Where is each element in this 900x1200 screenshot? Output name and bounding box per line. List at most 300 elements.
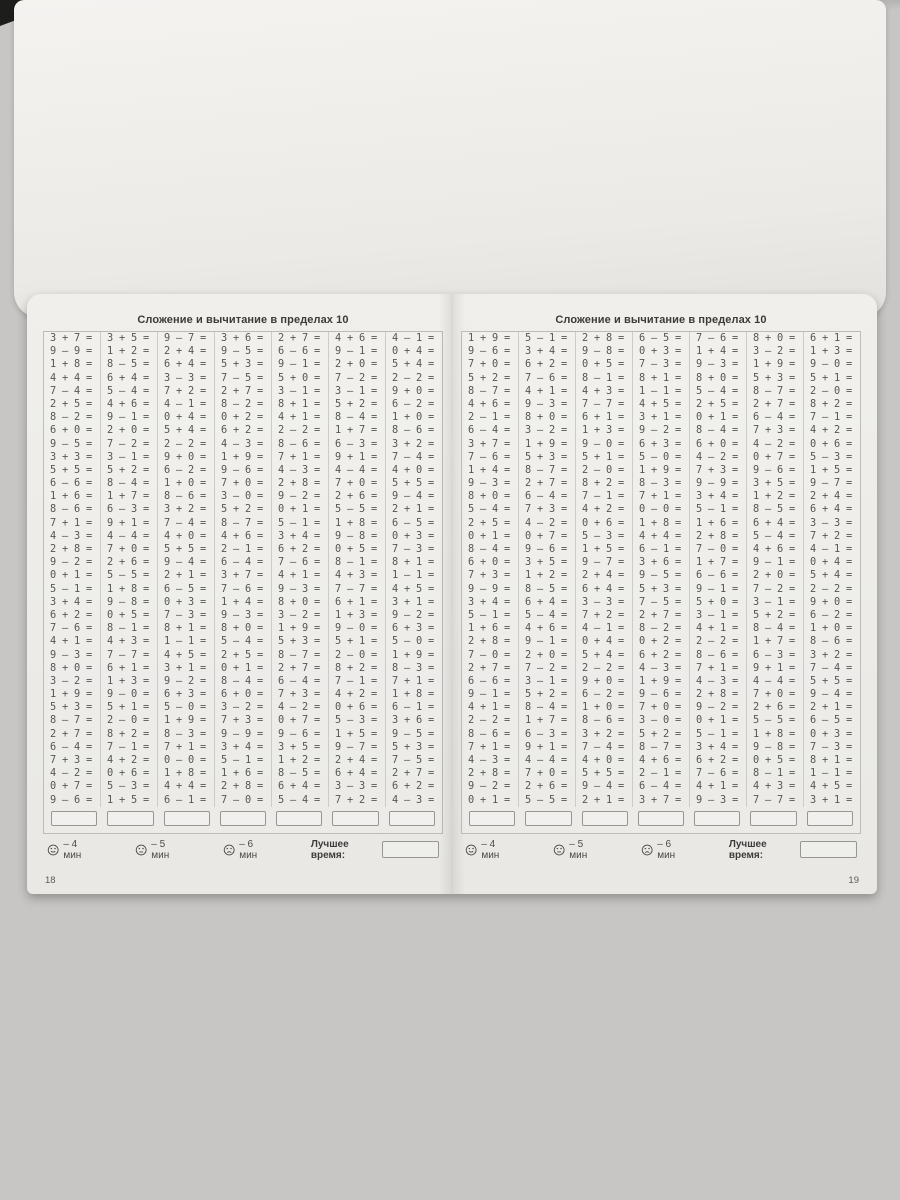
problem: 9 + 0 = — [392, 384, 434, 397]
problem: 7 – 7 = — [107, 648, 149, 661]
problem: 2 + 6 = — [525, 780, 567, 793]
problem: 6 – 3 = — [525, 727, 567, 740]
problem: 8 – 3 = — [639, 477, 681, 490]
problem: 7 + 2 = — [164, 384, 206, 397]
problem: 3 + 4 = — [221, 740, 263, 753]
problem: 1 + 0 = — [392, 411, 434, 424]
problem: 6 + 0 = — [50, 424, 92, 437]
problem: 6 + 4 = — [753, 516, 795, 529]
problem: 8 – 5 = — [525, 582, 567, 595]
problem: 4 – 1 = — [810, 543, 852, 555]
problem: 1 + 7 = — [525, 714, 567, 727]
problem-column — [632, 332, 689, 807]
answer-box — [582, 811, 628, 826]
problem: 5 + 2 = — [753, 608, 795, 621]
best-time — [729, 839, 857, 861]
problem: 1 + 8 = — [753, 727, 795, 740]
problem: 2 + 7 = — [278, 661, 320, 674]
problem: 9 – 2 = — [639, 424, 681, 437]
problem: 4 + 1 = — [696, 622, 738, 635]
problem: 9 – 4 = — [810, 688, 852, 701]
problem: 4 + 3 = — [753, 780, 795, 793]
problem: 9 – 2 = — [278, 490, 320, 503]
best-time-box — [800, 841, 857, 858]
problem: 2 + 1 = — [392, 503, 434, 516]
problem: 0 + 6 = — [582, 516, 624, 529]
problem: 1 + 7 = — [335, 424, 377, 437]
problem: 5 – 4 = — [525, 608, 567, 621]
problem: 1 + 9 = — [639, 674, 681, 687]
problem: 1 + 9 = — [50, 688, 92, 701]
problem: 2 + 4 = — [335, 754, 377, 766]
time-mark-label: – 6 мин — [657, 838, 676, 861]
problem: 3 + 4 = — [278, 529, 320, 542]
problem: 9 – 7 = — [582, 556, 624, 569]
best-time-label: Лучшее время: — [310, 838, 349, 861]
problem: 2 + 8 = — [696, 529, 738, 542]
problem: 3 + 2 = — [392, 437, 434, 450]
problem: 9 – 7 = — [335, 740, 377, 753]
answer-box — [525, 811, 571, 826]
problem: 3 + 7 = — [221, 569, 263, 582]
problem-column — [214, 332, 271, 807]
problem: 6 – 2 = — [582, 688, 624, 701]
problem: 4 + 6 = — [335, 332, 377, 344]
happy-face-icon — [47, 843, 59, 857]
problem: 7 – 6 = — [696, 767, 738, 780]
problem: 2 + 8 = — [468, 635, 510, 648]
happy-face-icon — [465, 843, 477, 857]
problem: 0 + 1 = — [696, 714, 738, 727]
problem: 5 – 5 = — [753, 714, 795, 727]
problem: 6 + 1 = — [810, 332, 852, 344]
problem: 4 – 3 = — [468, 754, 510, 766]
page-title: Сложение и вычитание в пределах 10 — [137, 314, 349, 326]
problem: 3 – 1 = — [525, 674, 567, 687]
problem: 3 – 1 = — [107, 450, 149, 463]
problem: 1 + 8 = — [164, 767, 206, 780]
problem: 5 – 0 = — [639, 450, 681, 463]
problem: 8 + 2 = — [810, 397, 852, 410]
problem: 6 – 3 = — [753, 648, 795, 661]
problem: 8 + 0 = — [696, 371, 738, 384]
problem: 6 – 3 = — [335, 437, 377, 450]
problem: 5 + 4 = — [164, 424, 206, 437]
problem: 6 + 2 = — [392, 780, 434, 793]
time-rating-row — [461, 838, 861, 861]
problem: 5 + 5 = — [164, 543, 206, 555]
problem: 0 + 1 = — [468, 793, 510, 806]
problem: 9 – 5 = — [50, 437, 92, 450]
problem: 2 + 7 = — [278, 332, 320, 344]
problem: 5 – 1 = — [278, 516, 320, 529]
problem: 2 + 7 = — [525, 477, 567, 490]
problem: 3 – 3 = — [335, 780, 377, 793]
problem: 9 – 0 = — [335, 622, 377, 635]
problem: 9 – 9 = — [696, 477, 738, 490]
problem: 7 – 4 = — [164, 516, 206, 529]
problem: 2 + 6 = — [107, 556, 149, 569]
open-book-spread — [27, 294, 877, 894]
problem: 3 – 1 = — [278, 384, 320, 397]
problem: 8 + 0 = — [468, 490, 510, 503]
time-mark-label: – 4 мин — [63, 838, 82, 861]
problem: 1 – 1 = — [639, 384, 681, 397]
problem: 6 – 6 = — [468, 674, 510, 687]
problem: 5 + 3 = — [50, 701, 92, 714]
problem-grid — [44, 332, 442, 807]
problem: 8 – 7 = — [50, 714, 92, 727]
problem: 4 – 3 = — [639, 661, 681, 674]
answer-box — [107, 811, 153, 826]
problem: 4 + 6 = — [639, 754, 681, 766]
problem: 4 – 4 = — [107, 529, 149, 542]
problem: 4 + 0 = — [164, 529, 206, 542]
problem: 2 – 2 = — [582, 661, 624, 674]
problem: 7 + 1 = — [468, 740, 510, 753]
problem: 6 + 2 = — [221, 424, 263, 437]
problem: 9 – 7 = — [810, 477, 852, 490]
problem: 1 + 5 = — [107, 793, 149, 806]
problem: 5 + 4 = — [810, 569, 852, 582]
problem: 7 – 1 = — [107, 740, 149, 753]
problem: 5 + 1 = — [582, 450, 624, 463]
problem: 3 + 2 = — [582, 727, 624, 740]
problem: 8 + 1 = — [639, 371, 681, 384]
problem: 6 – 5 = — [164, 582, 206, 595]
problem: 6 – 2 = — [392, 397, 434, 410]
problem: 5 + 3 = — [525, 450, 567, 463]
problem: 9 – 3 = — [696, 358, 738, 371]
problem: 1 – 1 = — [810, 767, 852, 780]
problem: 5 – 1 = — [525, 332, 567, 344]
problem: 8 – 4 = — [107, 477, 149, 490]
problem: 8 – 5 = — [107, 358, 149, 371]
problem: 8 – 7 = — [525, 463, 567, 476]
answer-box — [389, 811, 435, 826]
problem: 5 – 1 = — [696, 727, 738, 740]
problem: 5 – 0 = — [392, 635, 434, 648]
problem: 0 + 1 = — [50, 569, 92, 582]
problem: 1 + 9 = — [753, 358, 795, 371]
problem: 9 + 0 = — [582, 674, 624, 687]
problem: 6 – 2 = — [164, 463, 206, 476]
problem: 8 – 3 = — [164, 727, 206, 740]
problem: 7 – 0 = — [468, 648, 510, 661]
problem: 6 – 1 = — [392, 701, 434, 714]
problem: 4 + 1 = — [278, 569, 320, 582]
problem: 4 + 2 = — [107, 754, 149, 766]
problem: 8 – 5 = — [753, 503, 795, 516]
problem: 9 – 2 = — [164, 674, 206, 687]
problem: 1 + 9 = — [639, 463, 681, 476]
problem: 0 + 5 = — [582, 358, 624, 371]
problem: 5 – 5 = — [335, 503, 377, 516]
problem: 9 – 0 = — [107, 688, 149, 701]
problem: 9 – 1 = — [525, 635, 567, 648]
problem: 3 + 6 = — [639, 556, 681, 569]
problem: 9 – 1 = — [107, 411, 149, 424]
problem: 9 – 6 = — [221, 463, 263, 476]
problem: 4 + 1 = — [696, 780, 738, 793]
problem: 1 + 0 = — [582, 701, 624, 714]
problem: 2 + 0 = — [753, 569, 795, 582]
problem: 9 – 8 = — [335, 529, 377, 542]
problem: 4 – 4 = — [335, 463, 377, 476]
problem: 5 + 2 = — [335, 397, 377, 410]
problem: 5 + 2 = — [221, 503, 263, 516]
answer-box — [51, 811, 97, 826]
problem: 1 + 3 = — [810, 345, 852, 358]
problem: 8 – 4 = — [221, 674, 263, 687]
problem: 2 + 4 = — [810, 490, 852, 503]
problem: 2 – 2 = — [392, 371, 434, 384]
problem: 2 – 1 = — [221, 543, 263, 555]
problem: 7 + 1 = — [639, 490, 681, 503]
problem: 7 – 2 = — [753, 582, 795, 595]
problem: 2 – 1 = — [639, 767, 681, 780]
problem: 8 – 2 = — [639, 622, 681, 635]
problem: 9 – 3 = — [696, 793, 738, 806]
problem: 5 – 1 = — [468, 608, 510, 621]
problem: 1 + 9 = — [221, 450, 263, 463]
problem: 8 – 6 = — [810, 635, 852, 648]
problem: 1 + 2 = — [525, 569, 567, 582]
problem: 3 + 7 = — [468, 437, 510, 450]
answer-box — [694, 811, 740, 826]
problem: 4 + 2 = — [810, 424, 852, 437]
problem: 6 – 1 = — [639, 543, 681, 555]
problem: 3 + 5 = — [753, 477, 795, 490]
problem: 7 – 5 = — [392, 754, 434, 766]
problem: 4 – 2 = — [696, 450, 738, 463]
problem: 6 + 4 = — [107, 371, 149, 384]
problem: 1 + 3 = — [335, 608, 377, 621]
problem: 7 – 6 = — [278, 556, 320, 569]
problem: 5 + 5 = — [810, 674, 852, 687]
problem: 7 + 0 = — [335, 477, 377, 490]
problem: 7 + 3 = — [50, 754, 92, 766]
problem: 3 + 3 = — [50, 450, 92, 463]
problem: 5 + 1 = — [335, 635, 377, 648]
time-mark-6min — [223, 839, 270, 861]
problem: 1 + 8 = — [335, 516, 377, 529]
problem: 9 – 7 = — [164, 332, 206, 344]
problem: 2 + 1 = — [582, 793, 624, 806]
problem: 6 – 3 = — [107, 503, 149, 516]
problem: 8 – 6 = — [696, 648, 738, 661]
problem: 1 + 8 = — [50, 358, 92, 371]
problem: 7 + 2 = — [810, 529, 852, 542]
problem: 7 – 6 = — [525, 371, 567, 384]
problem: 3 – 3 = — [582, 595, 624, 608]
problem: 4 + 6 = — [525, 622, 567, 635]
problem: 1 + 0 = — [164, 477, 206, 490]
problem: 3 – 0 = — [639, 714, 681, 727]
problem: 0 + 6 = — [335, 701, 377, 714]
problem: 3 + 4 = — [50, 595, 92, 608]
problem: 7 + 0 = — [221, 477, 263, 490]
problem: 7 – 7 = — [582, 397, 624, 410]
problem: 3 – 2 = — [50, 674, 92, 687]
answer-box — [164, 811, 210, 826]
problem: 9 – 2 = — [392, 608, 434, 621]
problem: 0 + 1 = — [468, 529, 510, 542]
problem: 9 – 5 = — [639, 569, 681, 582]
problem: 4 – 3 = — [221, 437, 263, 450]
problem: 9 – 8 = — [107, 595, 149, 608]
problem: 0 + 5 = — [107, 608, 149, 621]
problem: 8 – 2 = — [221, 397, 263, 410]
problem: 3 – 2 = — [221, 701, 263, 714]
problem: 7 – 0 = — [221, 793, 263, 806]
problem: 2 + 0 = — [335, 358, 377, 371]
problem: 4 + 1 = — [50, 635, 92, 648]
time-mark-4min — [47, 839, 94, 861]
problem: 8 + 0 = — [50, 661, 92, 674]
problem: 6 + 4 = — [810, 503, 852, 516]
problem: 3 + 5 = — [525, 556, 567, 569]
problem-column — [746, 332, 803, 807]
problem: 4 + 6 = — [753, 543, 795, 555]
sad-face-icon — [641, 843, 653, 857]
problem: 2 + 4 = — [164, 345, 206, 358]
problem: 3 + 1 = — [810, 793, 852, 806]
problem: 1 + 7 = — [107, 490, 149, 503]
problem: 6 – 1 = — [164, 793, 206, 806]
problem: 6 – 5 = — [810, 714, 852, 727]
problem: 3 – 3 = — [164, 371, 206, 384]
problem: 6 + 4 = — [582, 582, 624, 595]
problem: 6 – 4 = — [639, 780, 681, 793]
problem: 2 + 0 = — [107, 424, 149, 437]
problem: 2 + 8 = — [50, 543, 92, 555]
problem: 0 + 5 = — [753, 754, 795, 766]
problem: 0 + 1 = — [278, 503, 320, 516]
best-time — [311, 839, 439, 861]
problem: 9 + 1 = — [335, 450, 377, 463]
problem: 7 + 0 = — [107, 543, 149, 555]
problem: 7 – 6 = — [468, 450, 510, 463]
problem: 1 + 9 = — [468, 332, 510, 344]
neutral-face-icon — [553, 843, 565, 857]
best-time-label: Лучшее время: — [728, 838, 767, 861]
problem: 1 + 2 = — [753, 490, 795, 503]
problem: 9 + 0 = — [810, 595, 852, 608]
problem-column — [462, 332, 518, 807]
problem: 4 + 4 = — [639, 529, 681, 542]
book-cover-back — [14, 0, 886, 318]
time-mark-label: – 4 мин — [481, 838, 500, 861]
problem-column — [689, 332, 746, 807]
problem: 3 – 2 = — [278, 608, 320, 621]
problem: 9 – 1 = — [753, 556, 795, 569]
problem: 9 – 9 = — [221, 727, 263, 740]
time-mark-label: – 5 мин — [569, 838, 588, 861]
problem: 2 – 0 = — [335, 648, 377, 661]
problem: 9 – 0 = — [810, 358, 852, 371]
problem: 2 – 2 = — [278, 424, 320, 437]
problem: 7 – 4 = — [392, 450, 434, 463]
problem: 4 + 5 = — [639, 397, 681, 410]
problem: 2 + 7 = — [50, 727, 92, 740]
problem: 0 + 6 = — [810, 437, 852, 450]
problem: 0 + 1 = — [221, 661, 263, 674]
problem: 6 + 4 = — [164, 358, 206, 371]
problem: 8 – 7 = — [753, 384, 795, 397]
problem: 2 + 7 = — [753, 397, 795, 410]
problem: 3 – 0 = — [221, 490, 263, 503]
problem: 2 + 8 = — [696, 688, 738, 701]
problem: 5 + 4 = — [392, 358, 434, 371]
time-mark-5min — [135, 839, 182, 861]
problem: 3 + 7 = — [50, 332, 92, 344]
problem: 4 + 0 = — [392, 463, 434, 476]
problem: 4 + 4 = — [50, 371, 92, 384]
problem: 6 + 2 = — [696, 754, 738, 766]
problem: 6 + 2 = — [525, 358, 567, 371]
problem: 4 – 1 = — [164, 397, 206, 410]
problem: 6 – 4 = — [753, 411, 795, 424]
problem: 7 + 0 = — [639, 701, 681, 714]
problem: 6 + 0 = — [221, 688, 263, 701]
problem-column — [157, 332, 214, 807]
time-mark-5min — [553, 839, 600, 861]
problem: 0 + 7 = — [753, 450, 795, 463]
time-mark-label: – 5 мин — [151, 838, 170, 861]
time-mark-4min — [465, 839, 512, 861]
problem: 1 + 5 = — [582, 543, 624, 555]
problem: 9 – 3 = — [525, 397, 567, 410]
problem: 8 – 2 = — [50, 411, 92, 424]
problem: 8 – 4 = — [525, 701, 567, 714]
problem: 8 + 2 = — [582, 477, 624, 490]
page-title: Сложение и вычитание в пределах 10 — [555, 314, 767, 326]
problem: 3 + 4 = — [525, 345, 567, 358]
problem: 5 + 2 = — [639, 727, 681, 740]
neutral-face-icon — [135, 843, 147, 857]
problem: 9 – 8 = — [753, 740, 795, 753]
problem: 0 + 4 = — [582, 635, 624, 648]
problem: 8 – 1 = — [107, 622, 149, 635]
answer-box — [638, 811, 684, 826]
problem: 9 + 1 = — [753, 661, 795, 674]
problem: 9 – 4 = — [164, 556, 206, 569]
problem: 6 + 3 = — [164, 688, 206, 701]
problem: 4 – 4 = — [753, 674, 795, 687]
problem: 6 + 2 = — [278, 543, 320, 555]
problem: 7 – 6 = — [696, 332, 738, 344]
problem: 6 + 4 = — [525, 595, 567, 608]
problem: 2 + 6 = — [335, 490, 377, 503]
problem: 9 – 2 = — [50, 556, 92, 569]
problem: 2 + 8 = — [582, 332, 624, 344]
problem: 7 – 2 = — [525, 661, 567, 674]
problem: 8 – 7 = — [221, 516, 263, 529]
problem: 7 + 1 = — [392, 674, 434, 687]
problem: 3 – 2 = — [753, 345, 795, 358]
problem: 6 – 6 = — [50, 477, 92, 490]
problem: 4 – 2 = — [50, 767, 92, 780]
problem: 7 + 3 = — [525, 503, 567, 516]
problem: 9 – 2 = — [696, 701, 738, 714]
problem: 9 – 3 = — [221, 608, 263, 621]
problem: 2 + 7 = — [221, 384, 263, 397]
problem: 5 + 5 = — [50, 463, 92, 476]
problem: 9 – 9 = — [468, 582, 510, 595]
problem: 5 + 0 = — [278, 371, 320, 384]
problem: 4 – 1 = — [582, 622, 624, 635]
